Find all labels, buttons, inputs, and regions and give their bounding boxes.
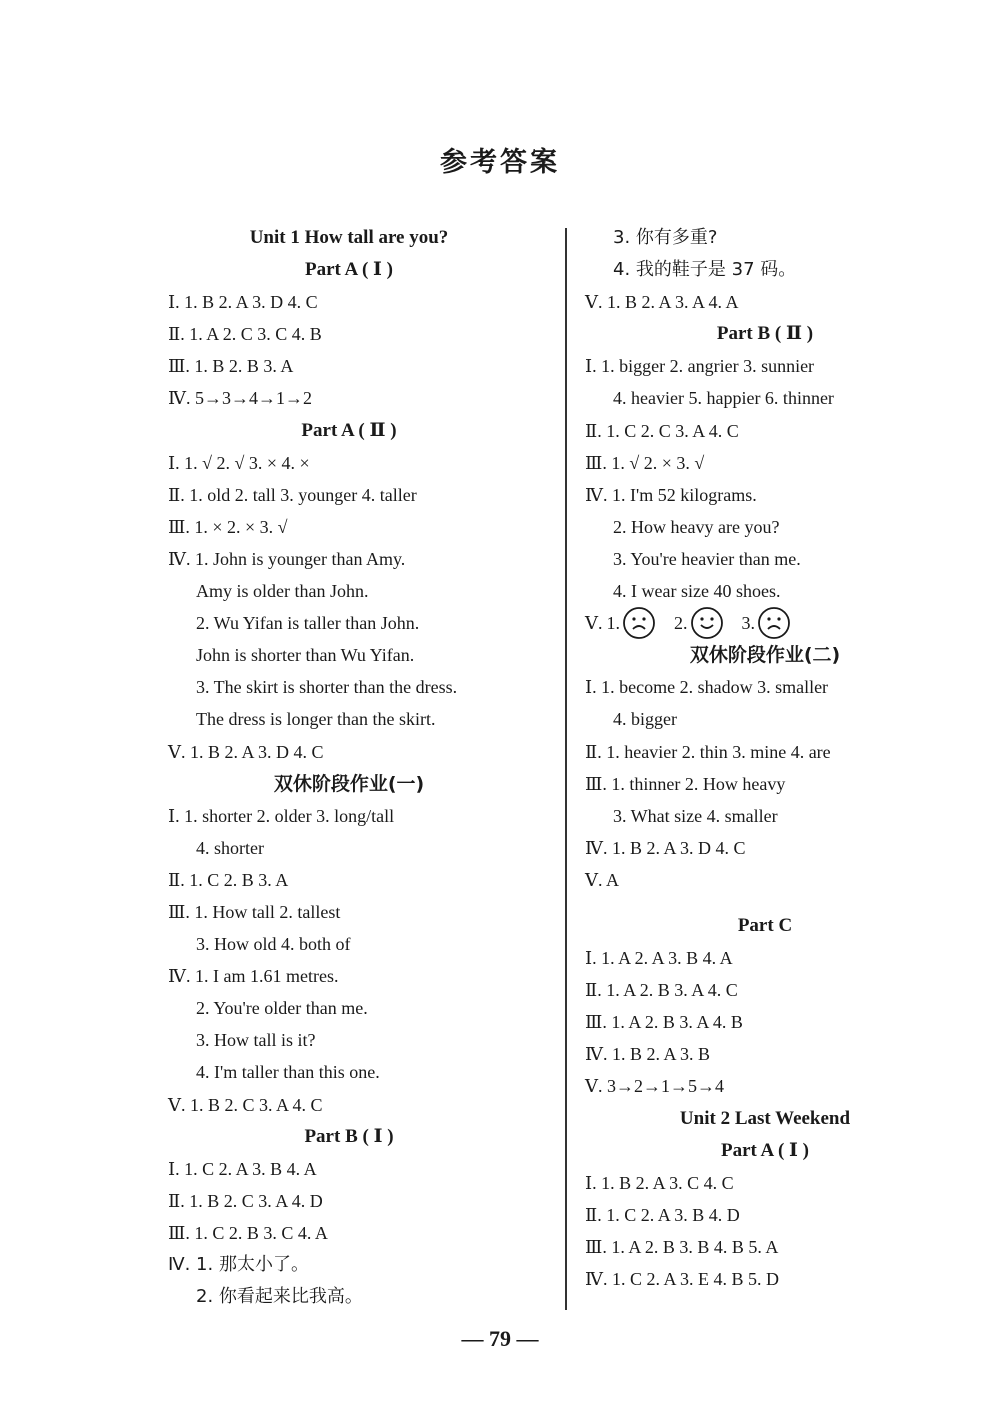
answer-column-right-top xyxy=(585,222,945,607)
answer-line: 2. You're older than me. xyxy=(196,998,368,1019)
answer-line: Ⅱ. 1. old 2. tall 3. younger 4. taller xyxy=(168,484,417,505)
section-heading: Part A ( Ⅱ ) xyxy=(301,419,397,441)
answer-line: Ⅲ. 1. A 2. B 3. A 4. B xyxy=(585,1012,743,1033)
answer-column-left xyxy=(168,222,530,1313)
answer-line: Ⅱ. 1. A 2. C 3. C 4. B xyxy=(168,324,322,345)
answer-line: 4. I'm taller than this one. xyxy=(196,1062,380,1083)
answer-line: Ⅲ. 1. × 2. × 3. √ xyxy=(168,516,288,537)
answer-column-right-bottom xyxy=(585,639,945,1295)
face-answer-label: 3. xyxy=(741,613,755,634)
answer-line: 3. How tall is it? xyxy=(196,1030,316,1051)
section-heading: Part A ( Ⅰ ) xyxy=(720,1139,810,1161)
answer-line: Ⅱ. 1. A 2. B 3. A 4. C xyxy=(585,980,738,1001)
happy-face-icon xyxy=(688,606,724,640)
faces-answer-row xyxy=(585,607,945,639)
answer-line: Ⅳ. 1. C 2. A 3. E 4. B 5. D xyxy=(585,1269,780,1289)
answer-line: Ⅰ. 1. B 2. A 3. D 4. C xyxy=(168,292,318,313)
spacer xyxy=(585,896,945,910)
answer-line: Ⅰ. 1. C 2. A 3. B 4. A xyxy=(168,1158,317,1179)
answer-column-right xyxy=(585,222,945,1295)
page-number: — 79 — xyxy=(461,1326,539,1351)
answer-line: Ⅱ. 1. heavier 2. thin 3. mine 4. are xyxy=(585,741,831,762)
section-heading: Part C xyxy=(737,914,793,936)
answer-line: Ⅰ. 1. √ 2. √ 3. × 4. × xyxy=(168,452,310,473)
section-heading: 双休阶段作业(二) xyxy=(689,644,841,667)
answer-line: 3. 你有多重? xyxy=(613,227,718,248)
answer-line: 4. bigger xyxy=(613,709,677,730)
answer-line: 4. I wear size 40 shoes. xyxy=(613,581,781,602)
answer-line: Ⅳ. 1. I am 1.61 metres. xyxy=(168,966,339,987)
answer-line: 2. How heavy are you? xyxy=(613,516,780,537)
column-divider xyxy=(565,228,567,1310)
answer-line: 2. 你看起来比我高。 xyxy=(196,1286,363,1308)
answer-line: 4. shorter xyxy=(196,837,264,858)
answer-line: The dress is longer than the skirt. xyxy=(196,709,436,730)
answer-line: Ⅴ. A xyxy=(585,869,620,890)
faces-prefix: Ⅴ. xyxy=(585,613,603,634)
face-answer xyxy=(607,606,657,640)
answer-line: 3. What size 4. smaller xyxy=(613,805,778,826)
answer-line: 2. Wu Yifan is taller than John. xyxy=(196,613,420,634)
face-answer-label: 2. xyxy=(674,613,688,634)
answer-line: Ⅴ. 1. B 2. A 3. D 4. C xyxy=(168,741,324,762)
face-answer xyxy=(742,606,792,640)
answer-line: Ⅴ. 3→2→1→5→4 xyxy=(585,1076,724,1097)
section-heading: Part B ( Ⅱ ) xyxy=(716,323,814,345)
answer-line: Ⅰ. 1. B 2. A 3. C 4. C xyxy=(585,1172,734,1193)
answer-line: Ⅳ. 1. B 2. A 3. B xyxy=(585,1044,711,1065)
section-heading: Part B ( Ⅰ ) xyxy=(304,1125,394,1147)
answer-line: Amy is older than John. xyxy=(196,581,369,602)
answer-line: Ⅰ. 1. A 2. A 3. B 4. A xyxy=(585,948,733,969)
answer-line: Ⅰ. 1. shorter 2. older 3. long/tall xyxy=(168,805,395,826)
answer-line: Ⅲ. 1. √ 2. × 3. √ xyxy=(585,452,705,473)
face-answer xyxy=(674,606,724,640)
answer-line: 4. 我的鞋子是 37 码。 xyxy=(613,259,797,281)
answer-line: Ⅱ. 1. C 2. A 3. B 4. D xyxy=(585,1204,740,1225)
section-heading: Part A ( Ⅰ ) xyxy=(304,259,394,281)
answer-line: Ⅴ. 1. B 2. C 3. A 4. C xyxy=(168,1094,323,1115)
answer-line: Ⅱ. 1. C 2. C 3. A 4. C xyxy=(585,420,739,441)
answer-line: 3. How old 4. both of xyxy=(196,934,351,955)
answer-line: 3. The skirt is shorter than the dress. xyxy=(196,677,458,698)
section-heading: 双休阶段作业(一) xyxy=(273,772,425,795)
answer-line: Ⅱ. 1. B 2. C 3. A 4. D xyxy=(168,1190,323,1211)
answer-line: Ⅲ. 1. A 2. B 3. B 4. B 5. A xyxy=(585,1236,779,1257)
answer-line: Ⅰ. 1. become 2. shadow 3. smaller xyxy=(585,677,829,698)
section-heading: Unit 1 How tall are you? xyxy=(249,227,449,248)
answer-line: 4. heavier 5. happier 6. thinner xyxy=(613,388,834,409)
answer-line: Ⅳ. 1. 那太小了。 xyxy=(168,1254,309,1275)
answer-line: Ⅳ. 1. I'm 52 kilograms. xyxy=(585,484,757,505)
answer-line: Ⅲ. 1. thinner 2. How heavy xyxy=(585,773,786,794)
answer-line: Ⅱ. 1. C 2. B 3. A xyxy=(168,869,289,890)
answer-line: 3. You're heavier than me. xyxy=(613,548,801,569)
answer-line: John is shorter than Wu Yifan. xyxy=(196,645,415,666)
faces-list xyxy=(607,606,810,640)
page-title: 参考答案 xyxy=(440,147,560,178)
answer-line: Ⅲ. 1. B 2. B 3. A xyxy=(168,356,294,377)
sad-face-icon xyxy=(620,606,656,640)
answer-line: Ⅳ. 1. B 2. A 3. D 4. C xyxy=(585,837,746,858)
answer-line: Ⅰ. 1. bigger 2. angrier 3. sunnier xyxy=(585,356,815,377)
answer-line: Ⅳ. 5→3→4→1→2 xyxy=(168,388,312,409)
answer-line: Ⅴ. 1. B 2. A 3. A 4. A xyxy=(585,292,739,313)
face-answer-label: 1. xyxy=(606,613,620,634)
answer-line: Ⅲ. 1. C 2. B 3. C 4. A xyxy=(168,1222,328,1243)
answer-line: Ⅳ. 1. John is younger than Amy. xyxy=(168,548,406,569)
answer-line: Ⅲ. 1. How tall 2. tallest xyxy=(168,901,341,922)
sad-face-icon xyxy=(755,606,791,640)
section-heading: Unit 2 Last Weekend xyxy=(679,1107,851,1129)
